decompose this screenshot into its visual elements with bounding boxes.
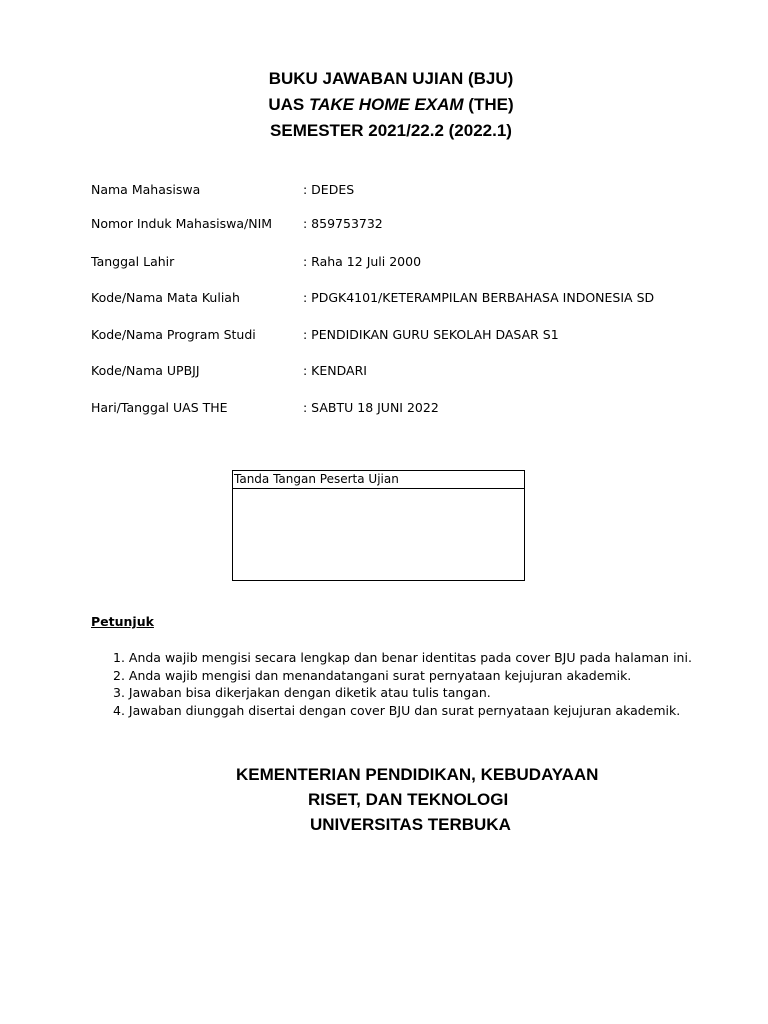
identity-label: Nama Mahasiswa	[91, 182, 201, 197]
identity-value: : PENDIDIKAN GURU SEKOLAH DASAR S1	[303, 327, 559, 342]
title-line-1: BUKU JAWABAN UJIAN (BJU)	[268, 69, 514, 88]
document-title	[0, 66, 768, 144]
identity-value: : Raha 12 Juli 2000	[303, 254, 422, 269]
identity-value: : SABTU 18 JUNI 2022	[303, 400, 439, 415]
signature-area	[233, 489, 524, 580]
title-line-3: SEMESTER 2021/22.2 (2022.1)	[270, 121, 512, 140]
signature-box	[232, 470, 525, 581]
title-line-2-prefix: UAS	[268, 95, 309, 114]
identity-value: : 859753732	[303, 216, 383, 231]
instruction-item: 4. Jawaban diunggah disertai dengan cover BJU dan surat pernyataan kejujuran akademik.	[113, 703, 681, 719]
title-line-2-italic: TAKE HOME EXAM	[309, 95, 464, 114]
identity-label: Hari/Tanggal UAS THE	[91, 400, 228, 415]
instruction-item: 3. Jawaban bisa dikerjakan dengan diketik atau tulis tangan.	[113, 685, 491, 701]
instructions-list	[113, 649, 733, 720]
instruction-item: 1. Anda wajib mengisi secara lengkap dan benar identitas pada cover BJU pada halaman ini.	[113, 650, 692, 665]
title-line-2-suffix: (THE)	[463, 95, 514, 114]
identity-label: Nomor Induk Mahasiswa/NIM	[91, 216, 273, 231]
identity-value: : PDGK4101/KETERAMPILAN BERBAHASA INDONESIA SD	[303, 290, 655, 305]
identity-value: : KENDARI	[303, 363, 367, 378]
signature-header: Tanda Tangan Peserta Ujian	[233, 471, 524, 489]
identity-label: Tanggal Lahir	[91, 254, 175, 269]
instruction-item: 2. Anda wajib mengisi dan menandatangani surat pernyataan kejujuran akademik.	[113, 667, 632, 683]
identity-label: Kode/Nama Program Studi	[91, 327, 256, 342]
footer-line-1: KEMENTERIAN PENDIDIKAN, KEBUDAYAAN	[236, 765, 599, 784]
title-line-2	[0, 92, 768, 118]
identity-label: Kode/Nama UPBJJ	[91, 363, 200, 378]
footer-line-2: RISET, DAN TEKNOLOGI	[308, 790, 509, 809]
instructions-title: Petunjuk	[91, 614, 154, 629]
footer-line-3: UNIVERSITAS TERBUKA	[310, 815, 511, 834]
identity-label: Kode/Nama Mata Kuliah	[91, 290, 240, 305]
identity-value: : DEDES	[303, 182, 355, 197]
